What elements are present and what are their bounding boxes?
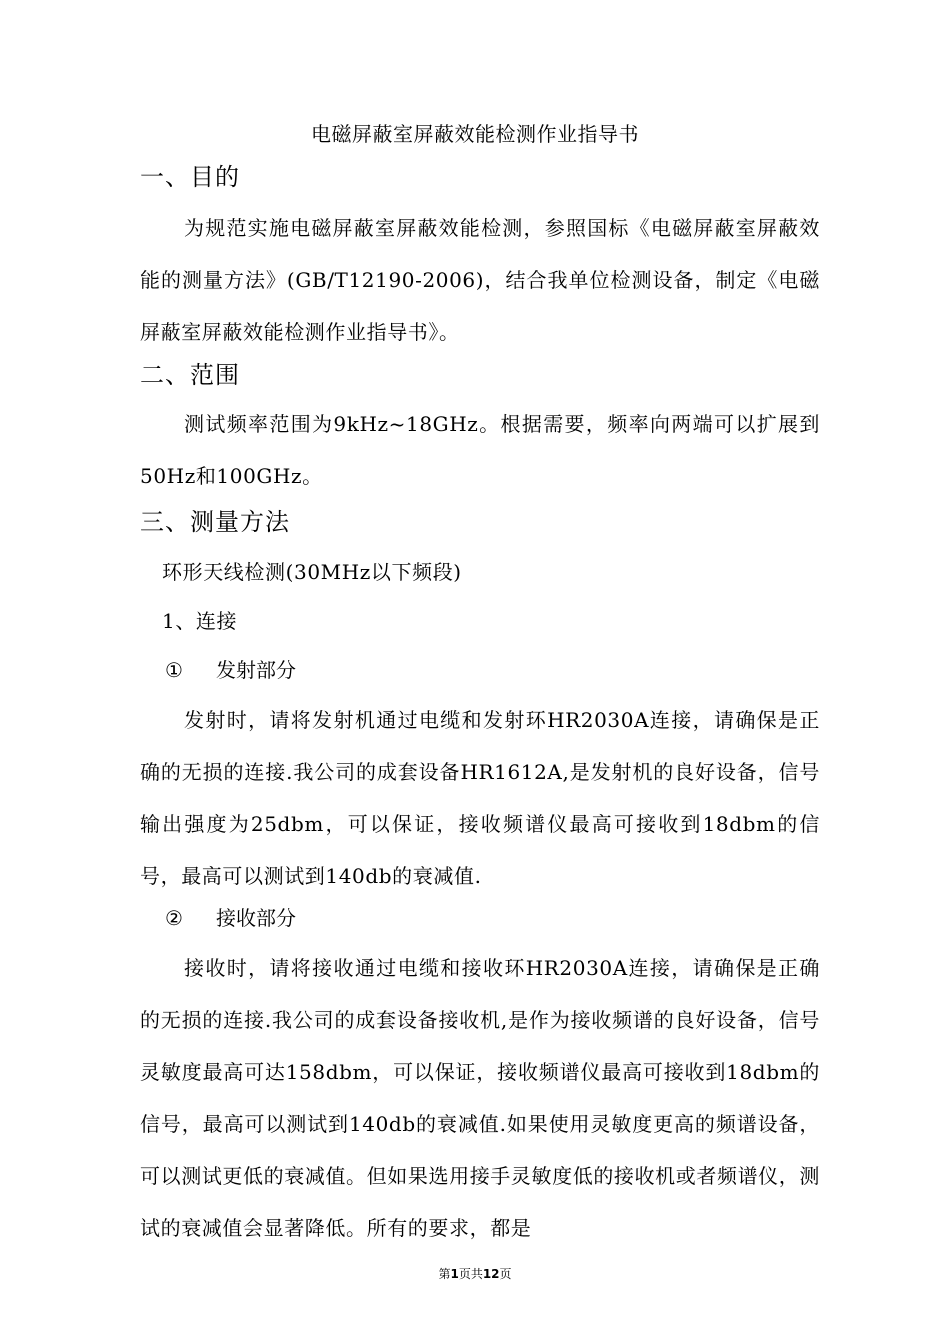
circled-number-2: ② [165, 906, 183, 930]
purpose-paragraph: 为规范实施电磁屏蔽室屏蔽效能检测，参照国标《电磁屏蔽室屏蔽效能的测量方法》(GB/T12190-2006)，结合我单位检测设备，制定《电磁屏蔽室屏蔽效能检测作业指导书》。 [140, 216, 820, 344]
step-connection: 1、连接 [162, 609, 238, 633]
receive-part-label: 接收部分 [216, 906, 296, 930]
transmit-part-item [162, 656, 296, 684]
receive-part-item [162, 904, 296, 932]
page-footer [0, 1266, 950, 1282]
footer-total-pages: 12 [482, 1267, 500, 1281]
transmit-part-label: 发射部分 [216, 658, 296, 682]
circled-number-1: ① [165, 658, 183, 682]
footer-prefix: 第 [438, 1267, 451, 1281]
section-heading-scope: 二、范围 [140, 361, 240, 389]
transmit-paragraph: 发射时，请将发射机通过电缆和发射环HR2030A连接，请确保是正确的无损的连接.我公司的成套设备HR1612A,是发射机的良好设备，信号输出强度为25dbm，可以保证，接收频谱仪最高可接收到18dbm的信号，最高可以测试到140db的衰减值. [140, 708, 820, 888]
section-heading-purpose: 一、目的 [140, 163, 240, 191]
scope-paragraph: 测试频率范围为9kHz~18GHz。根据需要，频率向两端可以扩展到50Hz和100GHz。 [140, 412, 820, 488]
document-title: 电磁屏蔽室屏蔽效能检测作业指导书 [311, 122, 639, 146]
section-heading-method: 三、测量方法 [140, 508, 290, 536]
footer-middle: 页共 [458, 1267, 483, 1281]
footer-page-number: 1 [450, 1267, 459, 1281]
method-subtitle: 环形天线检测(30MHz以下频段) [162, 560, 462, 584]
footer-suffix: 页 [499, 1267, 512, 1281]
receive-paragraph: 接收时，请将接收通过电缆和接收环HR2030A连接，请确保是正确的无损的连接.我公司的成套设备接收机,是作为接收频谱的良好设备，信号灵敏度最高可达158dbm，可以保证，接收频谱仪最高可接收到18dbm的信号，最高可以测试到140db的衰减值.如果使用灵敏度更高的频谱设备，可以测试更低的衰减值。但如果选用接手灵敏度低的接收机或者频谱仪，测试的衰减值会显著降低。所有的要求，都是 [140, 956, 820, 1240]
